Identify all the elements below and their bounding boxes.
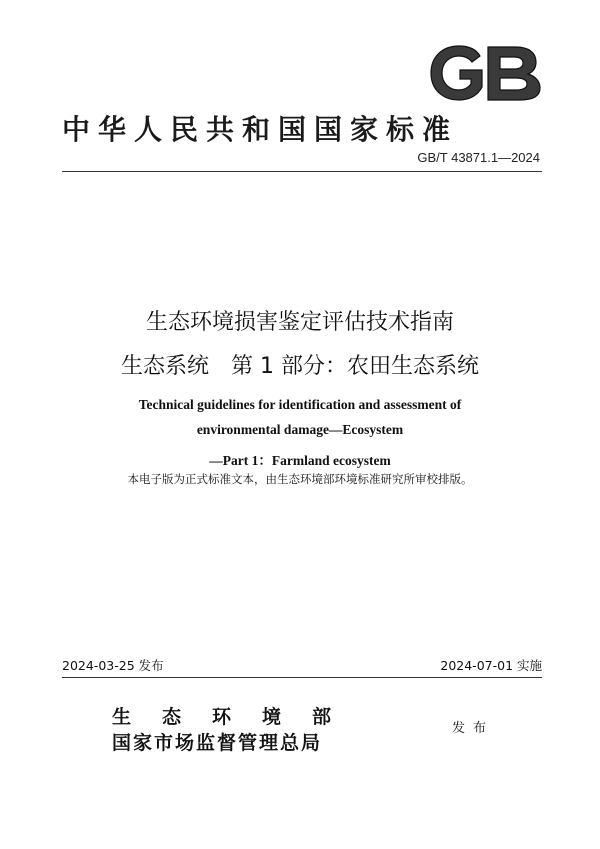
gb-logo <box>428 44 544 102</box>
gb-logo-b <box>488 47 540 100</box>
standard-number: GB/T 43871.1—2024 <box>417 150 540 165</box>
issue-date: 2024-03-25 发布 <box>62 658 164 673</box>
title-en-line2: environmental damage—Ecosystem <box>196 422 404 437</box>
gb-logo-g <box>431 46 482 100</box>
title-cn-line1: 生态环境损害鉴定评估技术指南 <box>145 310 454 335</box>
issuer-samr: 国家市场监督管理总局 <box>112 732 323 754</box>
publish-label: 发布 <box>452 721 495 736</box>
title-en-line1: Technical guidelines for identification and assessment of <box>138 397 462 412</box>
electronic-version-note: 本电子版为正式标准文本，由生态环境部环境标准研究所审校排版。 <box>127 472 473 486</box>
title-en-line3: —Part 1：Farmland ecosystem <box>209 453 391 468</box>
issuer-ministry: 生态环境部 <box>112 706 363 728</box>
title-cn-line2: 生态系统 第 1 部分：农田生态系统 <box>121 354 479 379</box>
implementation-date: 2024-07-01 实施 <box>440 658 542 673</box>
header-divider <box>62 171 542 172</box>
standard-org-title: 中华人民共和国国家标准 <box>62 113 459 146</box>
footer-divider <box>62 677 542 678</box>
